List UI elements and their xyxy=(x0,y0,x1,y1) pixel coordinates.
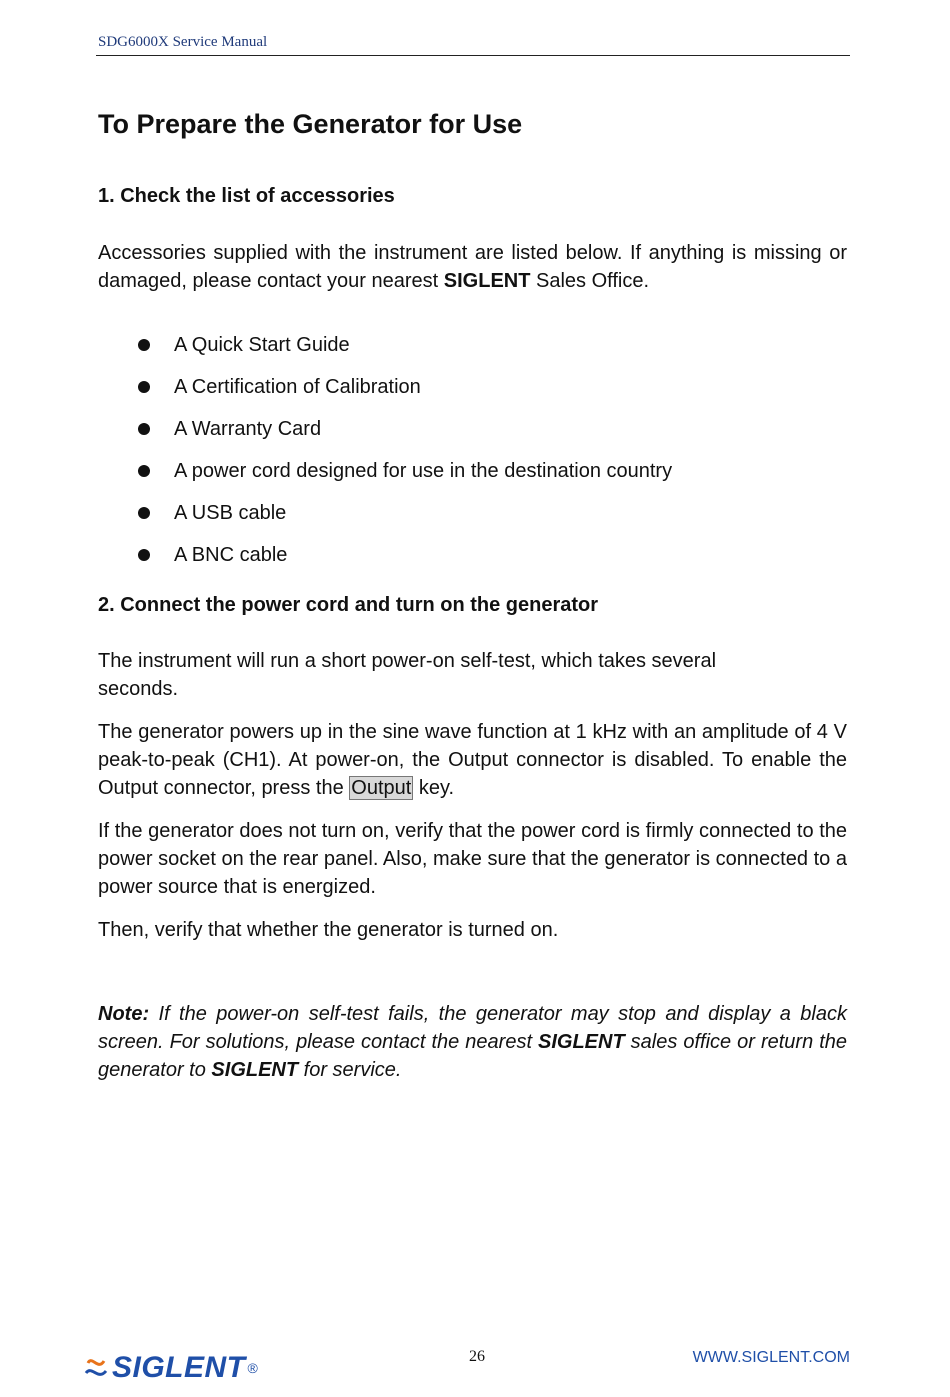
header-rule xyxy=(96,55,850,56)
power-up-paragraph: The generator powers up in the sine wave function at 1 kHz with an amplitude of 4 V peak-to-peak (CH1). At power-on, the Output connector is disabled. To enable the Output connector, press the Output key. xyxy=(98,721,847,799)
verify-paragraph: Then, verify that whether the generator is turned on. xyxy=(98,919,559,941)
bullet-icon xyxy=(138,339,150,351)
bullet-icon xyxy=(138,381,150,393)
troubleshoot-paragraph: If the generator does not turn on, verify that the power cord is firmly connected to the power socket on the rear panel. Also, make sure that the generator is connected to a power source that is energized. xyxy=(98,820,847,898)
bullet-icon xyxy=(138,549,150,561)
logo-wordmark: SIGLENT xyxy=(112,1351,246,1384)
list-item: A USB cable xyxy=(98,492,847,534)
list-item: A power cord designed for use in the destination country xyxy=(98,450,847,492)
page-content xyxy=(98,104,847,1084)
note-label: Note: xyxy=(98,1003,150,1025)
accessory-list xyxy=(98,324,847,576)
self-test-paragraph: The instrument will run a short power-on self-test, which takes several seconds. xyxy=(98,650,717,700)
siglent-wave-icon xyxy=(82,1353,112,1383)
list-item: A Certification of Calibration xyxy=(98,366,847,408)
brand-name: SIGLENT xyxy=(443,270,531,292)
section2-heading: 2. Connect the power cord and turn on the generator xyxy=(98,594,599,616)
registered-mark: ® xyxy=(247,1360,258,1376)
bullet-icon xyxy=(138,507,150,519)
page-title: To Prepare the Generator for Use xyxy=(98,109,523,139)
note-paragraph: Note: If the power-on self-test fails, the generator may stop and display a black screen. For solutions, please contact the nearest SIGLENT sales office or return the generator to SIGLENT for service. xyxy=(98,1003,848,1081)
section1-heading: 1. Check the list of accessories xyxy=(98,185,395,207)
list-item: A BNC cable xyxy=(98,534,847,576)
list-item: A Quick Start Guide xyxy=(98,324,847,366)
bullet-icon xyxy=(138,423,150,435)
siglent-logo xyxy=(82,1350,258,1386)
footer-url: WWW.SIGLENT.COM xyxy=(692,1349,850,1366)
bullet-icon xyxy=(138,465,150,477)
running-header: SDG6000X Service Manual xyxy=(98,34,268,50)
output-key-label: Output xyxy=(351,777,412,799)
page-number: 26 xyxy=(469,1348,485,1365)
accessories-intro: Accessories supplied with the instrument are listed below. If anything is missing or damaged, please contact your nearest SIGLENT Sales Office. xyxy=(98,242,847,292)
list-item: A Warranty Card xyxy=(98,408,847,450)
